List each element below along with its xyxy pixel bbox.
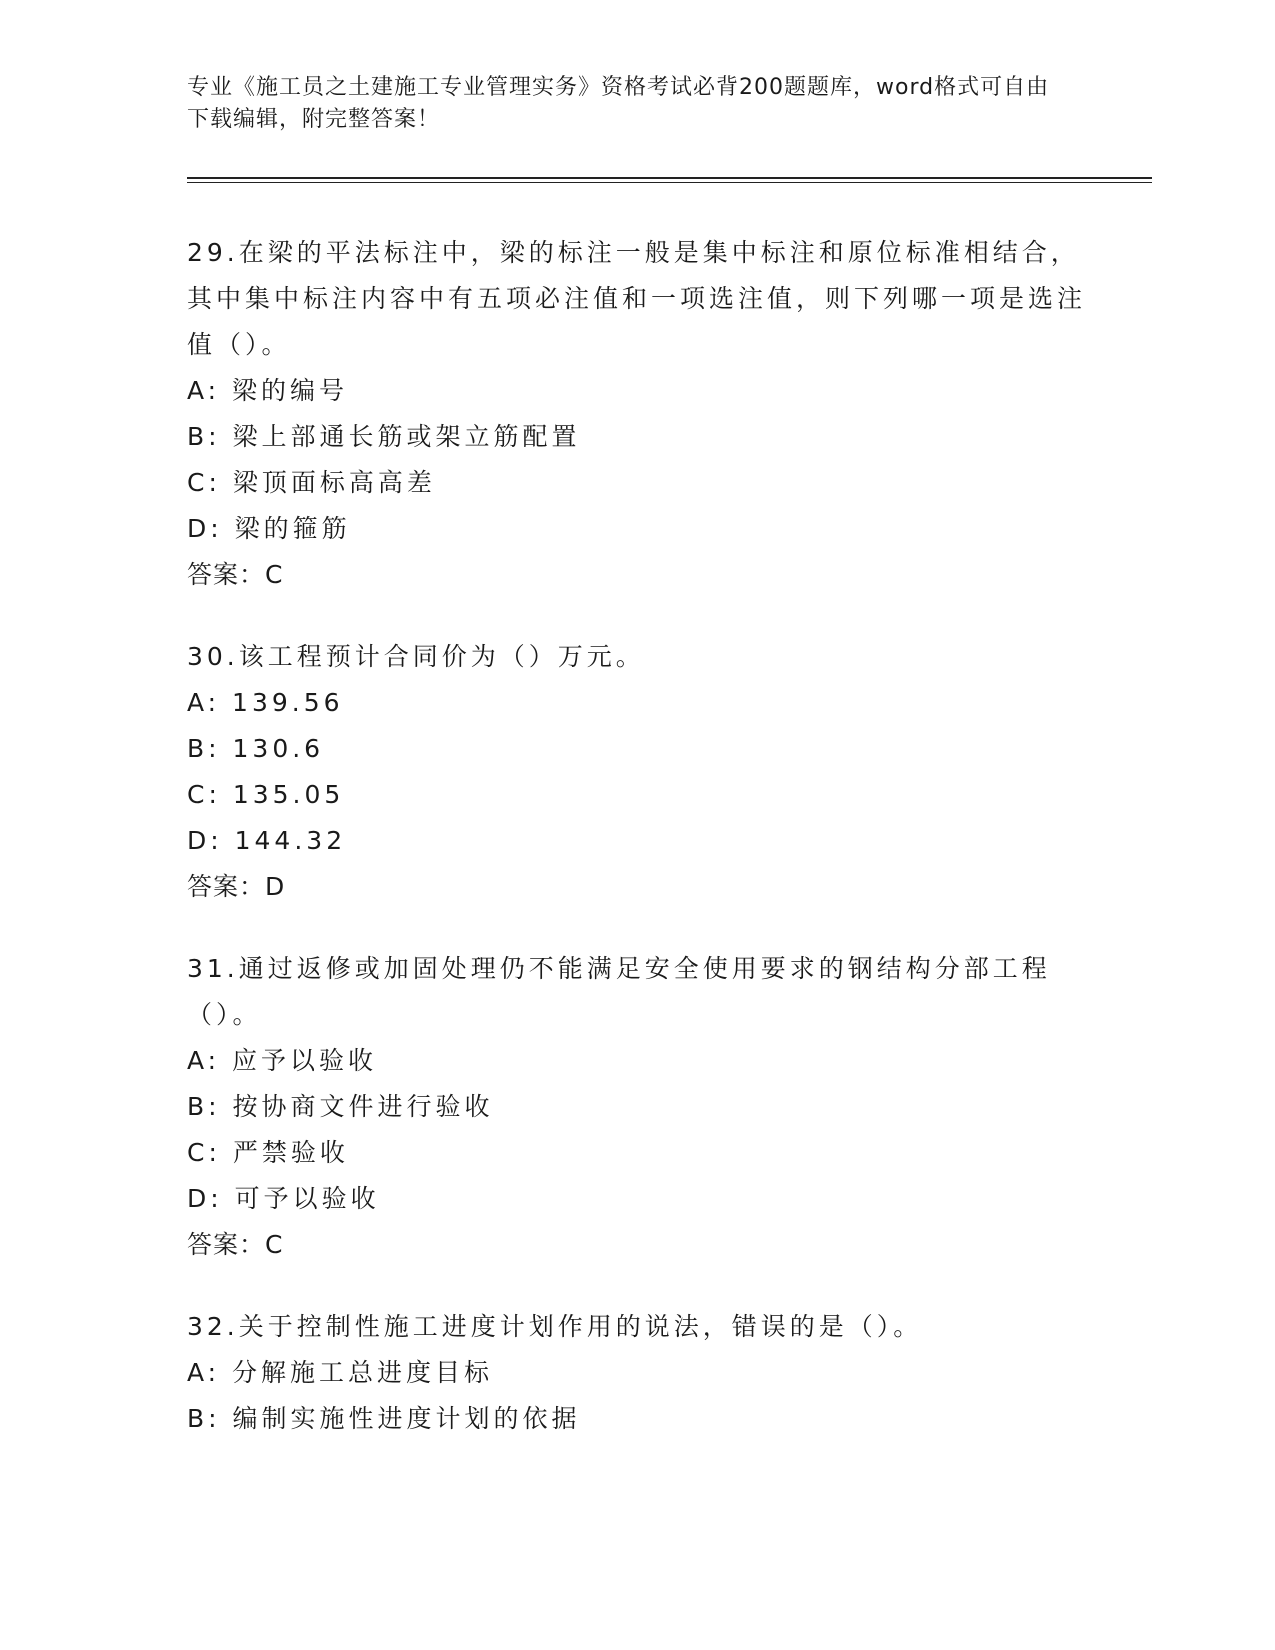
- question-30: [187, 634, 1087, 910]
- option-b: B: 按协商文件进行验收: [187, 1092, 494, 1121]
- option-b: B: 130.6: [187, 734, 325, 763]
- option-c: C: 135.05: [187, 780, 345, 809]
- question-stem: 29.在梁的平法标注中，梁的标注一般是集中标注和原位标准相结合，其中集中标注内容中有五项必注值和一项选注值，则下列哪一项是选注值（）。: [187, 238, 1087, 359]
- option-d: D: 144.32: [187, 826, 347, 855]
- header-divider: [187, 177, 1152, 183]
- option-b: B: 编制实施性进度计划的依据: [187, 1404, 581, 1433]
- option-a: A: 分解施工总进度目标: [187, 1358, 494, 1387]
- option-c: C: 严禁验收: [187, 1138, 349, 1167]
- option-a: A: 应予以验收: [187, 1046, 378, 1075]
- option-d: D: 梁的箍筋: [187, 514, 351, 543]
- option-a: A: 梁的编号: [187, 376, 349, 405]
- option-b: B: 梁上部通长筋或架立筋配置: [187, 422, 581, 451]
- question-29: [187, 230, 1087, 598]
- option-c: C: 梁顶面标高高差: [187, 468, 436, 497]
- header-title: 专业《施工员之土建施工专业管理实务》资格考试必背200题题库，word格式可自由下载编辑，附完整答案！: [187, 75, 1050, 132]
- option-d: D: 可予以验收: [187, 1184, 380, 1213]
- answer: 答案：C: [187, 560, 284, 589]
- question-stem: 32.关于控制性施工进度计划作用的说法，错误的是（）。: [187, 1312, 923, 1341]
- document-header: [187, 72, 1067, 136]
- question-list: [187, 230, 1087, 1478]
- question-31: [187, 946, 1087, 1268]
- question-stem: 31.通过返修或加固处理仍不能满足安全使用要求的钢结构分部工程（）。: [187, 954, 1051, 1029]
- answer: 答案：C: [187, 1230, 284, 1259]
- option-a: A: 139.56: [187, 688, 344, 717]
- question-32: [187, 1304, 1087, 1442]
- question-stem: 30.该工程预计合同价为（）万元。: [187, 642, 645, 671]
- answer: 答案：D: [187, 872, 286, 901]
